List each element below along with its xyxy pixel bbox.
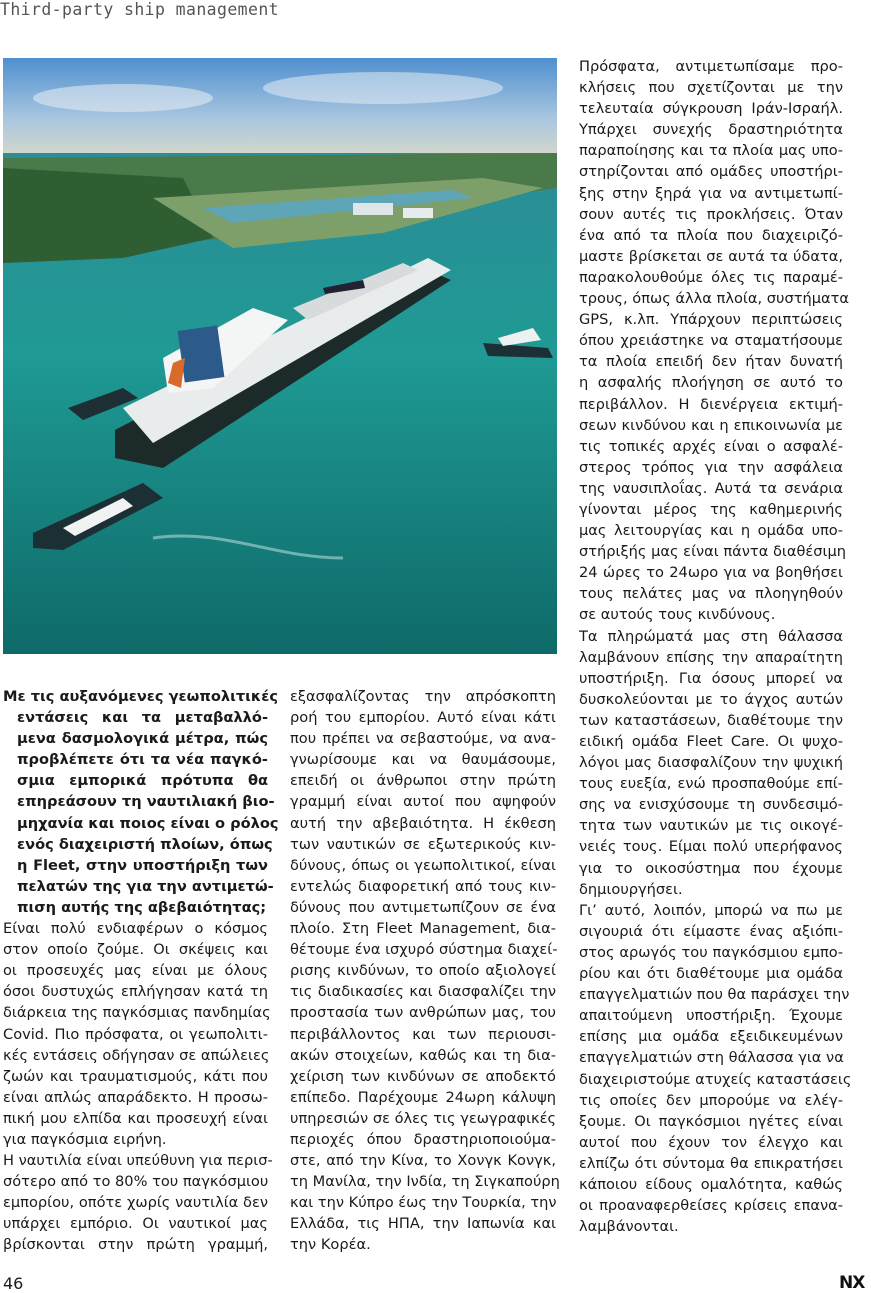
text-line: οι προαναφερθείσες κρίσεις επανα- [579,1197,843,1215]
text-line: διάρκεια της παγκόσμιας πανδημίας [3,1004,271,1022]
interview-question [3,686,279,918]
text-line: τους πελάτες μας να πλοηγηθούν [579,585,843,603]
text-line: ειδική ομάδα Fleet Care. Οι ψυχο- [579,733,843,750]
article-column-1 [3,686,279,1256]
text-line: σε αυτούς τους κινδύνους. [579,606,776,624]
text-line: Covid. Πιο πρόσφατα, οι γεωπολιτι- [3,1025,268,1043]
text-line: δύνους, όπως οι γεωπολιτικοί, είναι [290,856,556,874]
text-line: πική μου ελπίδα και προσευχή είναι [3,1109,268,1127]
text-line: περιβάλλοντος και των περιουσι- [290,1025,556,1043]
text-line: Η ναυτιλία είναι υπεύθυνη για περισ- [3,1152,273,1170]
text-line: στος αρωγός του παγκόσμιου εμπο- [579,943,843,961]
text-line: σουν αυτές τις προκλήσεις. Όταν [579,205,843,223]
text-line: είναι απλώς απαράδεκτο. Η προσω- [3,1088,268,1106]
paragraph [3,918,271,1150]
paragraph [290,686,560,1256]
text-line: υπάρχει εμπόριο. Οι ναυτικοί μας [3,1215,268,1233]
text-line: GPS, κ.λπ. Υπάρχουν περιπτώσεις [579,311,843,329]
text-line: των ναυτικών σε εξωτερικούς κιν- [290,835,556,853]
text-line: τρους, όπως άλλα πλοία, συστήματα [579,290,850,308]
text-line: τα πλοία επειδή δεν ήταν δυνατή [579,353,843,371]
text-line: μενα δασμολογικά μέτρα, πώς [17,730,268,748]
text-line: επαγγελματιών στη θάλασσα για να [579,1049,844,1067]
text-line: δημιουργήσει. [579,880,683,898]
text-line: περιοχές όπου δραστηριοποιούμα- [290,1130,556,1148]
text-line: στε, από την Κίνα, το Χονγκ Κονγκ, [290,1152,556,1170]
text-line: εντάσεις και τα μεταβαλλό- [17,709,268,727]
text-line: οι προσευχές μας είναι με όλους [3,962,268,980]
text-line: επηρεάσουν τη ναυτιλιακή βιο- [17,793,275,811]
text-line: μας λειτουργίας και η ομάδα υπο- [579,522,843,540]
text-line: εντελώς διαφορετική από τους κιν- [290,877,556,895]
text-line: μαστε βρίσκεται σε αυτά τα ύδατα, [579,247,843,265]
text-line: σότερο από το 80% του παγκόσμιου [3,1173,269,1191]
text-line: την Κορέα. [290,1236,371,1254]
text-line: δυσκολεύονται με το άγχος αυτών [579,690,843,708]
text-line: ακών στοιχείων, καθώς και τη δια- [290,1046,556,1064]
text-line: μηχανία και ποιος είναι ο ρόλος [17,814,279,832]
article-column-2 [290,686,560,1256]
text-line: σεων κινδύνου και η επικοινωνία με [579,416,843,434]
text-line: τις τοπικές αρχές είναι ο ασφαλέ- [579,437,843,455]
text-line: τους ευεξία, ενώ προσπαθούμε επί- [579,775,843,793]
text-line: για το οικοσύστημα που έχουμε [579,859,843,877]
text-line: γραμμή είναι αυτοί που αψηφούν [290,793,556,811]
text-line: γίνονται μέρος της καθημερινής [579,500,843,518]
text-line: δύνους που αντιμετωπίζουν σε ένα [290,898,556,916]
text-line: υπηρεσιών σε όλες τις γεωγραφικές [290,1109,557,1127]
text-line: σης να ενισχύσουμε τη συνδεσιμό- [579,796,843,814]
text-line: Τα πληρώματά μας στη θάλασσα [579,627,843,645]
text-line: βρίσκονται στην πρώτη γραμμή, [3,1236,268,1254]
section-header: Third-party ship management [0,0,280,19]
text-line: Ελλάδα, τις ΗΠΑ, την Ιαπωνία και [290,1215,556,1233]
text-line: σιγουριά ότι είμαστε ένας αξιόπι- [579,922,843,940]
text-line: Είναι πολύ ενδιαφέρων ο κόσμος [3,920,268,938]
text-line: διαχειριστούμε ατυχείς καταστάσεις [579,1070,852,1088]
text-line: τις οποίες δεν μπορούμε να ελέγ- [579,1091,843,1109]
text-line: περιβάλλον. Η διενέργεια εκτιμή- [579,395,843,413]
text-line: προβλέπετε ότι τα νέα παγκό- [17,751,268,769]
text-line: όπου χρειάστηκε να σταματήσουμε [579,332,843,350]
text-line: η Fleet, στην υποστήριξη των [17,856,268,874]
text-line: τις διαδικασίες και διασφαλίζει την [290,983,556,1001]
text-line: επίπεδο. Παρέχουμε 24ωρη κάλυψη [290,1088,556,1106]
text-line: λαμβάνουν επίσης την απαραίτητη [579,648,843,666]
text-line: επαγγελματιών που θα παράσχει την [579,986,850,1004]
text-line: πλοίο. Στη Fleet Management, δια- [290,920,556,938]
text-line: που πρέπει να σεβαστούμε, να ανα- [290,730,556,748]
text-line: ρίου και ότι διαθέτουμε μια ομάδα [579,965,843,983]
text-line: αυτοί που έχουν τον έλεγχο και [579,1133,843,1151]
text-line: των καταστάσεων, διαθέτουμε την [579,711,843,729]
text-line: τη Μανίλα, την Ινδία, τη Σιγκαπούρη [290,1173,560,1191]
text-line: παραποίησης και τα πλοία μας υπο- [579,142,843,160]
text-line: Πρόσφατα, αντιμετωπίσαμε προ- [579,58,843,75]
text-line: προστασία των ανθρώπων μας, του [290,1004,556,1022]
text-line: τελευταία σύγκρουση Ιράν-Ισραήλ. [579,100,843,118]
text-line: Υπάρχει συνεχής δραστηριότητα [579,121,843,139]
text-line: παρακολουθούμε όλες τις παραμέ- [579,268,843,286]
text-line: νειές τους. Είμαι πολύ υπερήφανος [579,838,843,856]
text-line: γνωρίσουμε και να θαυμάσουμε, [290,751,556,769]
text-line: χείριση των κινδύνων σε αποδεκτό [290,1067,556,1085]
ship-photo [3,58,557,654]
publication-logo: NX [839,1273,865,1293]
text-line: Με τις αυξανόμενες γεωπολιτικές [3,688,278,705]
text-line: αυτή την αβεβαιότητα. Η έκθεση [290,814,556,832]
text-line: της ναυσιπλοΐας. Αυτά τα σενάρια [579,479,843,497]
text-line: ξουμε. Οι παγκόσμιοι ηγέτες είναι [579,1112,843,1130]
text-line: ρισης κινδύνων, το οποίο αξιολογεί [290,962,556,980]
text-line: και την Κύπρο έως την Τουρκία, την [290,1194,557,1212]
text-line: ένα από τα πλοία που διαχειριζό- [579,226,843,244]
text-line: στήριξής μας είναι πάντα διαθέσιμη [579,543,846,561]
text-line: ενός διαχειριστή πλοίων, όπως [17,835,273,853]
text-line: ροή του εμπορίου. Αυτό είναι κάτι [290,709,556,727]
text-line: σμια εμπορικά πρότυπα θα [17,772,268,790]
text-line: όσοι δυστυχώς επλήγησαν κατά τη [3,983,268,1001]
text-line: στερος τρόπος για την ασφάλεια [579,458,843,476]
text-line: ξης στην ξηρά για να αντιμετωπί- [579,184,843,202]
text-line: στηρίζονται από ομάδες υποστήρι- [579,163,843,181]
text-line: υποστήριξη. Για όσους μπορεί να [579,669,843,687]
paragraph [3,1150,273,1255]
text-line: στον οποίο ζούμε. Οι σκέψεις και [3,941,268,959]
text-line: 24 ώρες το 24ωρο για να βοηθήσει [579,564,843,582]
paragraph [579,56,850,626]
paragraph [579,900,852,1238]
page-number: 46 [3,1274,24,1293]
text-line: για παγκόσμια ειρήνη. [3,1130,167,1148]
text-line: απαιτούμενη υποστήριξη. Έχουμε [579,1007,843,1025]
text-line: λαμβάνονται. [579,1218,679,1236]
text-line: κάποιου είδους ομαλότητα, καθώς [579,1175,843,1193]
text-line: τητα των ναυτικών με τις οικογέ- [579,817,843,835]
text-line: πελατών της για την αντιμετώ- [17,877,274,895]
text-line: λόγοι μας διασφαλίζουν την ψυχική [579,754,843,772]
text-line: εμπορίου, οπότε χωρίς ναυτιλία δεν [3,1194,268,1212]
article-column-3 [579,56,852,1237]
text-line: ελπίζω ότι σύντομα θα επικρατήσει [579,1154,843,1172]
text-line: ζωών και τραυματισμούς, κάτι που [3,1067,268,1085]
paragraph [579,626,843,900]
text-line: επειδή οι άνθρωποι στην πρώτη [290,772,556,790]
text-line: κλήσεις που σχετίζονται με την [579,79,843,97]
text-line: εξασφαλίζοντας την απρόσκοπτη [290,688,556,705]
text-line: η ασφαλής πλοήγηση σε αυτό το [579,374,843,392]
text-line: θέτουμε ένα ισχυρό σύστημα διαχεί- [290,941,558,959]
text-line: Γι’ αυτό, λοιπόν, μπορώ να πω με [579,901,843,919]
text-line: πιση αυτής της αβεβαιότητας; [17,898,267,916]
text-line: επίσης μια ομάδα εξειδικευμένων [579,1028,843,1046]
ship-illustration [3,58,557,654]
text-line: κές εντάσεις οδήγησαν σε απώλειες [3,1046,270,1064]
